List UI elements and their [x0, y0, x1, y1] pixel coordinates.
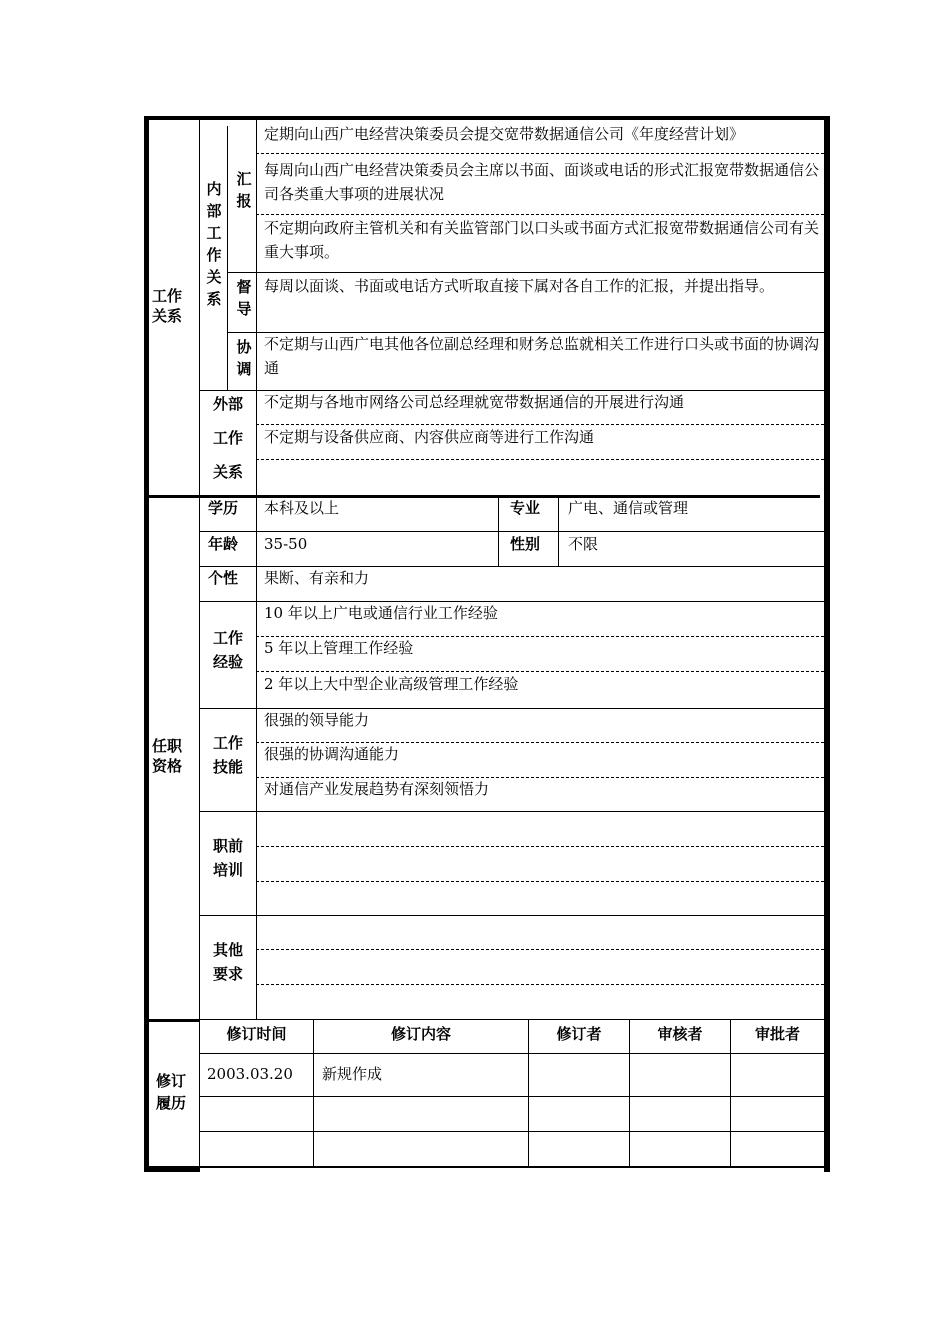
revision-label: 修订 [156, 1072, 187, 1090]
dashed-divider [256, 153, 824, 154]
report-item: 不定期向政府主管机关和有关监管部门以口头或书面方式汇报宽带数据通信公司有关重大事项。 [264, 219, 820, 261]
coordinate-label: 协调 [236, 338, 252, 378]
major-value: 广电、通信或管理 [568, 499, 689, 517]
revision-date-cell: 2003.03.20 [207, 1065, 293, 1083]
report-label: 汇报 [236, 170, 252, 210]
other-label: 要求 [212, 965, 243, 983]
table-border-left [144, 116, 149, 1172]
header-revision-time: 修订时间 [226, 1025, 287, 1043]
experience-label: 经验 [212, 653, 243, 671]
age-label: 年龄 [208, 535, 239, 553]
age-value: 35-50 [264, 535, 308, 553]
other-label: 其他 [212, 941, 243, 959]
skills-item: 很强的领导能力 [264, 711, 370, 729]
experience-item: 10 年以上广电或通信行业工作经验 [264, 604, 498, 622]
experience-item: 5 年以上管理工作经验 [264, 639, 414, 657]
external-item: 不定期与设备供应商、内容供应商等进行工作沟通 [264, 428, 595, 446]
skills-label: 工作 [212, 734, 243, 752]
coordinate-item: 不定期与山西广电其他各位副总经理和财务总监就相关工作进行口头或书面的协调沟通 [264, 335, 820, 377]
job-description-table [144, 116, 830, 1172]
external-label: 外部 [212, 395, 243, 413]
dashed-divider [256, 881, 824, 882]
training-label: 培训 [212, 861, 243, 879]
revision-content-cell: 新规作成 [322, 1065, 383, 1083]
row-divider [199, 1096, 824, 1097]
external-label: 工作 [212, 429, 243, 447]
dashed-divider [256, 214, 824, 215]
divider [498, 498, 499, 566]
divider [256, 120, 257, 496]
skills-item: 很强的协调沟通能力 [264, 745, 400, 763]
divider [256, 498, 257, 1020]
personality-label: 个性 [208, 569, 239, 587]
table-border-top [144, 116, 830, 120]
dashed-divider [256, 984, 824, 985]
header-reviser: 修订者 [556, 1025, 602, 1043]
report-item: 每周向山西广电经营决策委员会主席以书面、面谈或电话的形式汇报宽带数据通信公司各类重大事项的进展状况 [264, 161, 820, 203]
external-label: 关系 [212, 463, 243, 481]
experience-item: 2 年以上大中型企业高级管理工作经验 [264, 675, 519, 693]
row-divider [199, 1131, 824, 1132]
dashed-divider [256, 846, 824, 847]
row-divider [199, 811, 824, 812]
divider [199, 498, 200, 1020]
divider [199, 120, 200, 496]
internal-relations-label: 内部工作关系 [206, 180, 222, 308]
row-divider [227, 272, 824, 273]
supervise-label: 督导 [236, 278, 252, 318]
qualifications-label: 任职资格 [152, 737, 183, 775]
header-reviewer: 审核者 [657, 1025, 703, 1043]
section-divider [144, 1019, 200, 1022]
report-item: 定期向山西广电经营决策委员会提交宽带数据通信公司《年度经营计划》 [264, 125, 745, 143]
row-divider [199, 1053, 824, 1054]
training-label: 职前 [212, 837, 243, 855]
education-label: 学历 [208, 499, 239, 517]
experience-label: 工作 [212, 629, 243, 647]
dashed-divider [256, 949, 824, 950]
supervise-item: 每周以面谈、书面或电话方式听取直接下属对各自工作的汇报，并提出指导。 [264, 277, 775, 295]
row-divider [199, 915, 824, 916]
work-relations-label: 工作关系 [152, 287, 183, 325]
table-border-right [824, 116, 830, 1172]
skills-item: 对通信产业发展趋势有深刻领悟力 [264, 780, 490, 798]
external-item: 不定期与各地市网络公司总经理就宽带数据通信的开展进行沟通 [264, 393, 685, 411]
gender-label: 性别 [510, 535, 541, 553]
divider [227, 126, 228, 390]
skills-label: 技能 [212, 758, 243, 776]
table-border-bottom [200, 1166, 830, 1168]
revision-label: 履历 [156, 1094, 187, 1112]
personality-value: 果断、有亲和力 [264, 569, 370, 587]
major-label: 专业 [510, 499, 541, 517]
table-border-bottom [144, 1166, 200, 1172]
header-revision-content: 修订内容 [390, 1025, 451, 1043]
section-divider [144, 495, 820, 498]
education-value: 本科及以上 [264, 499, 340, 517]
dashed-divider [256, 459, 824, 460]
divider [558, 498, 559, 566]
header-approver: 审批者 [754, 1025, 800, 1043]
gender-value: 不限 [568, 535, 599, 553]
